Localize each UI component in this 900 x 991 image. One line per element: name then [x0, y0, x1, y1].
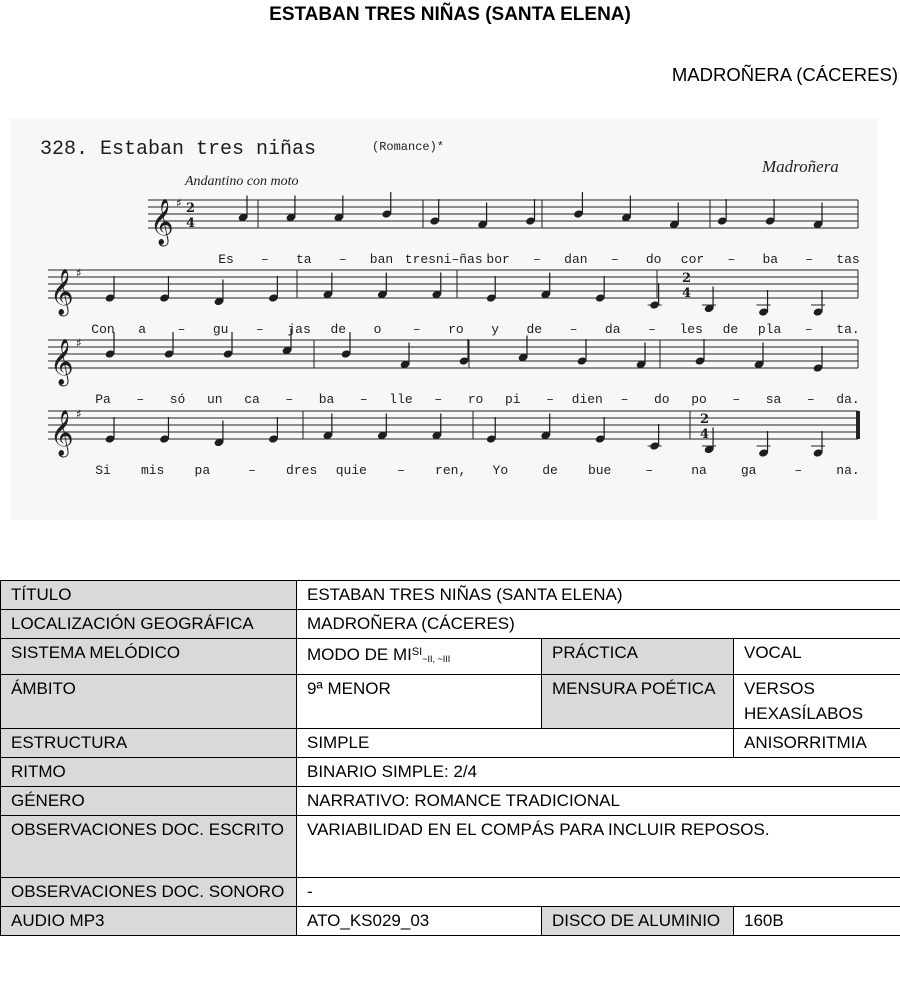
row-label: OBSERVACIONES DOC. ESCRITO — [1, 816, 297, 878]
table-row — [1, 816, 900, 878]
lyric-syllable: – — [260, 252, 269, 267]
row-label: OBSERVACIONES DOC. SONORO — [1, 878, 297, 907]
row-value: SIMPLE — [297, 729, 734, 758]
score-subtitle: (Romance)* — [372, 140, 445, 154]
table-row — [1, 907, 900, 936]
lyric-syllable: ro — [467, 392, 484, 407]
lyric-syllable: – — [359, 392, 368, 407]
lyric-syllable: lle — [389, 392, 413, 407]
lyric-syllable: – — [177, 322, 186, 337]
row-label: SISTEMA MELÓDICO — [1, 639, 297, 675]
lyric-syllable: ban — [369, 252, 394, 267]
lyric-syllable: do — [653, 392, 670, 407]
table-row — [1, 675, 900, 729]
lyric-syllable: un — [206, 392, 223, 407]
lyric-syllable: pa — [194, 463, 211, 478]
row-label: RITMO — [1, 758, 297, 787]
row-value: 9ª MENOR — [297, 675, 542, 729]
treble-clef-icon: 𝄞 — [150, 199, 174, 245]
lyric-syllable: po — [691, 392, 707, 407]
lyric-syllable: – — [569, 322, 578, 337]
lyric-syllable: – — [727, 252, 736, 267]
row-value: MADROÑERA (CÁCERES) — [297, 610, 900, 639]
row-value: BINARIO SIMPLE: 2/4 — [297, 758, 900, 787]
lyric-syllable: – — [732, 392, 741, 407]
lyric-syllable: Con — [91, 322, 115, 337]
row-label-2: MENSURA POÉTICA — [542, 675, 734, 729]
mode-text: MODO DE MI — [307, 645, 412, 664]
score-heading: 328. Estaban tres niñas — [40, 138, 317, 161]
lyric-syllable: de — [722, 322, 739, 337]
lyric-syllable: – — [285, 392, 294, 407]
lyric-syllable: – — [434, 392, 443, 407]
row-value-2: ANISORRITMIA — [734, 729, 900, 758]
lyric-syllable: na. — [836, 463, 860, 478]
lyric-syllable: ga — [740, 463, 757, 478]
lyric-syllable: bor — [486, 252, 510, 267]
lyric-syllable: les — [679, 322, 703, 337]
time-signature-bottom: 4 — [700, 427, 710, 442]
table-row — [1, 729, 900, 758]
lyric-syllable: Pa — [95, 392, 111, 407]
lyric-syllable: ba — [318, 392, 335, 407]
lyric-syllable: – — [805, 252, 814, 267]
table-row — [1, 639, 900, 675]
score-place: Madroñera — [762, 157, 839, 176]
lyric-syllable: y — [491, 322, 500, 337]
staff-system — [48, 329, 860, 408]
staff-system — [148, 192, 860, 267]
mode-subscript: ~II, ~III — [422, 654, 451, 664]
lyric-syllable: bue — [587, 463, 612, 478]
table-row — [1, 610, 900, 639]
lyric-syllable: – — [397, 463, 405, 478]
lyric-syllable: pi — [504, 392, 521, 407]
time-signature-top: 2 — [682, 271, 692, 286]
lyric-syllable: ta. — [836, 322, 860, 337]
lyric-syllable: tres — [404, 252, 436, 267]
row-label-2: DISCO DE ALUMINIO — [542, 907, 734, 936]
lyric-syllable: mis — [140, 463, 165, 478]
lyric-syllable: da. — [836, 392, 860, 407]
row-label: ÁMBITO — [1, 675, 297, 729]
row-label: GÉNERO — [1, 787, 297, 816]
lyric-syllable: cor — [680, 252, 705, 267]
lyric-syllable: Yo — [492, 463, 509, 478]
lyric-syllable: quie — [335, 463, 367, 478]
treble-clef-icon: 𝄞 — [50, 410, 74, 456]
lyric-syllable: dan — [564, 252, 588, 267]
row-label: ESTRUCTURA — [1, 729, 297, 758]
row-value: ESTABAN TRES NIÑAS (SANTA ELENA) — [297, 581, 900, 610]
lyric-syllable: – — [610, 252, 619, 267]
row-value — [297, 639, 542, 675]
lyric-syllable: da — [604, 322, 621, 337]
lyric-syllable: de — [330, 322, 347, 337]
lyric-syllable: o — [373, 322, 382, 337]
lyric-syllable: – — [806, 392, 815, 407]
score-systems — [48, 192, 860, 478]
sharp-icon: ♯ — [76, 336, 82, 350]
music-score-image — [10, 118, 878, 520]
staff-system — [48, 407, 860, 478]
treble-clef-icon: 𝄞 — [50, 339, 74, 385]
document-location: MADROÑERA (CÁCERES) — [671, 64, 898, 85]
lyric-syllable: gu — [212, 322, 229, 337]
table-row — [1, 878, 900, 907]
music-score-svg — [10, 118, 878, 520]
time-signature-top: 2 — [186, 201, 196, 216]
lyric-syllable: ren, — [435, 463, 467, 478]
lyric-syllable: – — [248, 463, 256, 478]
lyric-syllable: a — [138, 322, 147, 337]
lyric-syllable: na — [691, 463, 707, 478]
row-label: AUDIO MP3 — [1, 907, 297, 936]
lyric-syllable: Es — [218, 252, 234, 267]
treble-clef-icon: 𝄞 — [50, 269, 74, 315]
lyric-syllable: jas — [287, 322, 311, 337]
lyric-syllable: – — [804, 322, 813, 337]
lyric-syllable: – — [648, 322, 656, 337]
lyric-syllable: – — [794, 463, 803, 478]
row-value-2: 160B — [734, 907, 900, 936]
lyric-syllable: de — [526, 322, 543, 337]
lyric-syllable: – — [255, 322, 264, 337]
score-tempo: Andantino con moto — [185, 174, 299, 189]
lyric-syllable: dres — [286, 463, 318, 478]
sharp-icon: ♯ — [76, 407, 82, 421]
lyric-syllable: – — [136, 392, 145, 407]
lyric-syllable: – — [533, 252, 541, 267]
sharp-icon: ♯ — [176, 196, 182, 210]
time-signature-top: 2 — [700, 412, 710, 427]
table-row — [1, 787, 900, 816]
table-row — [1, 758, 900, 787]
lyric-syllable: – — [338, 252, 347, 267]
row-label: TÍTULO — [1, 581, 297, 610]
row-label-2: PRÁCTICA — [542, 639, 734, 675]
lyric-syllable: ta — [295, 252, 312, 267]
row-value: VARIABILIDAD EN EL COMPÁS PARA INCLUIR REPOSOS. — [297, 816, 900, 878]
document-title: ESTABAN TRES NIÑAS (SANTA ELENA) — [269, 4, 631, 25]
staff-system — [48, 266, 860, 337]
row-value-2: VOCAL — [734, 639, 900, 675]
row-value: - — [297, 878, 900, 907]
lyric-syllable: ba — [762, 252, 779, 267]
row-value: ATO_KS029_03 — [297, 907, 542, 936]
lyric-syllable: ro — [448, 322, 464, 337]
row-label: LOCALIZACIÓN GEOGRÁFICA — [1, 610, 297, 639]
lyric-syllable: só — [169, 392, 186, 407]
time-signature-bottom: 4 — [682, 286, 692, 301]
lyric-syllable: – — [620, 392, 629, 407]
lyric-syllable: de — [542, 463, 558, 478]
lyric-syllable: dien — [571, 392, 603, 407]
time-signature-bottom: 4 — [186, 216, 196, 231]
table-row — [1, 581, 900, 610]
lyric-syllable: Si — [95, 463, 111, 478]
lyric-syllable: pla — [757, 322, 782, 337]
lyric-syllable: tas — [836, 252, 860, 267]
lyric-syllable: ni–ñas — [435, 252, 483, 267]
row-value: NARRATIVO: ROMANCE TRADICIONAL — [297, 787, 900, 816]
metadata-table — [0, 580, 900, 936]
row-value-2: VERSOS HEXASÍLABOS — [734, 675, 900, 729]
mode-superscript: SI — [411, 646, 423, 658]
lyric-syllable: sa — [765, 392, 782, 407]
sharp-icon: ♯ — [76, 266, 82, 280]
lyric-syllable: – — [546, 392, 554, 407]
lyric-syllable: – — [645, 463, 654, 478]
lyric-syllable: ca — [244, 392, 260, 407]
lyric-syllable: – — [412, 322, 421, 337]
lyric-syllable: do — [645, 252, 662, 267]
